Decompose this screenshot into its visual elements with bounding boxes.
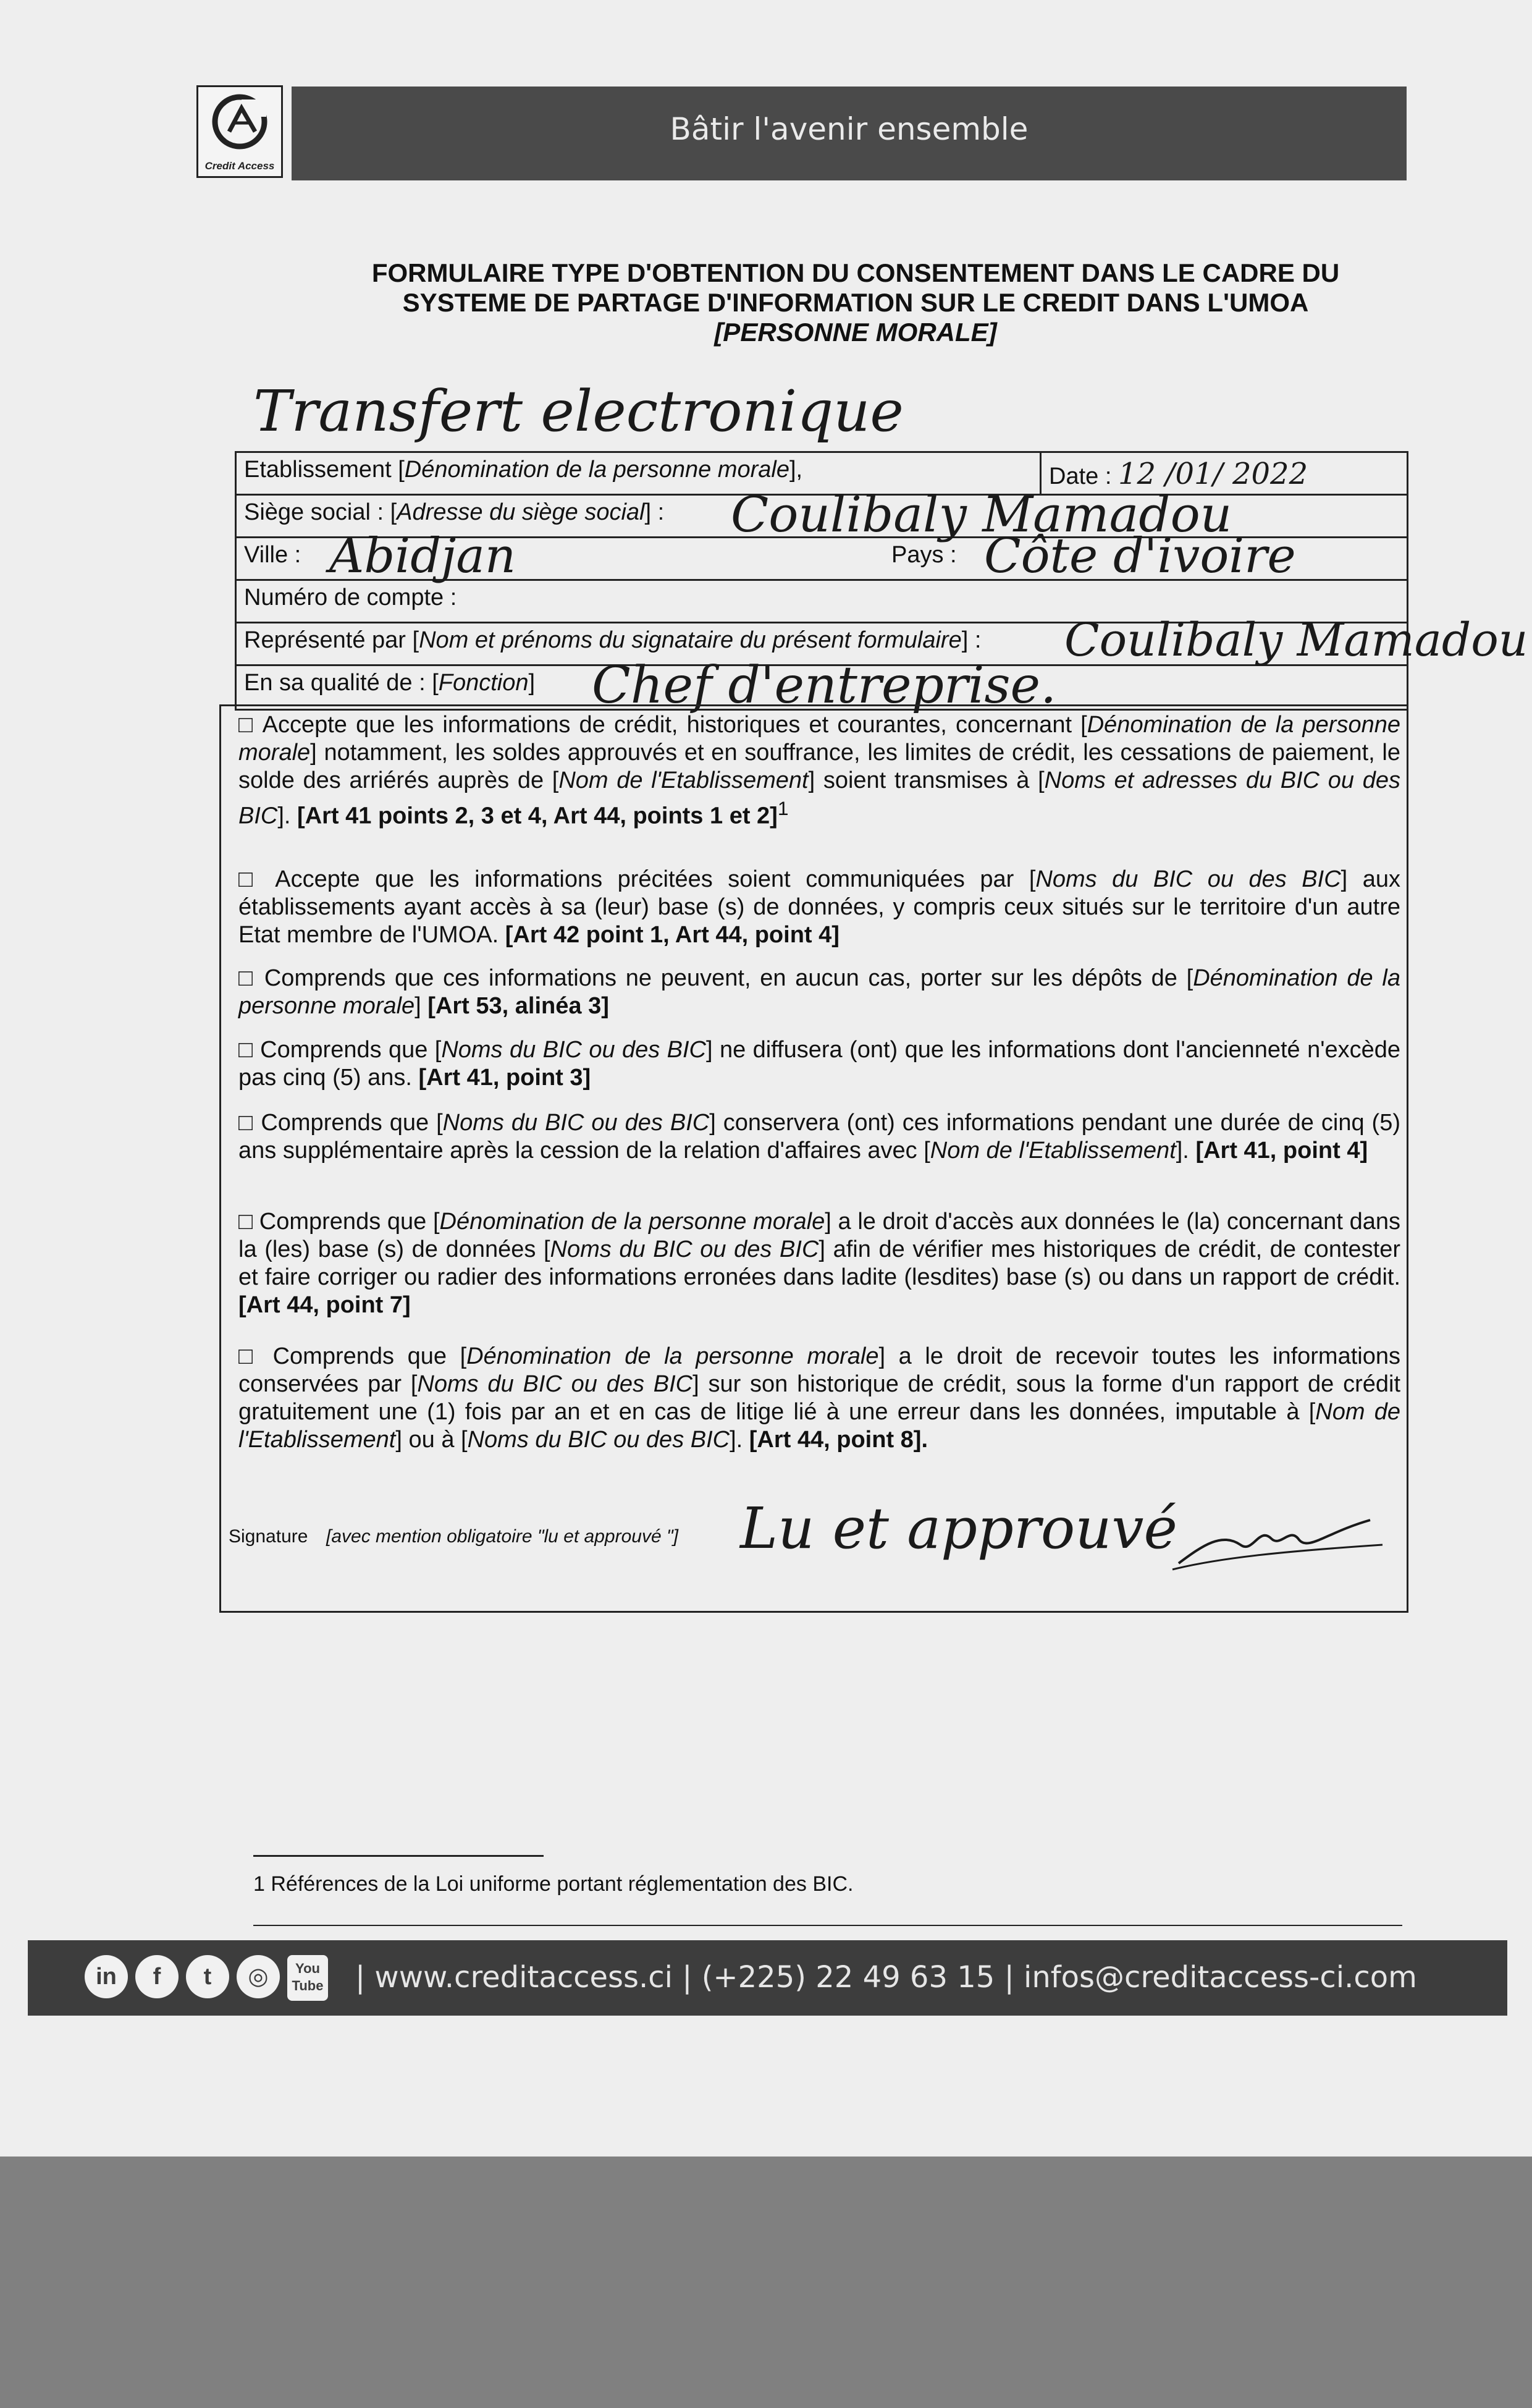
clause-3-text-c: ] (415, 993, 428, 1019)
clause-7-reference: [Art 44, point 8]. (749, 1427, 928, 1453)
youtube-icon-bottom: Tube (292, 1978, 324, 1993)
clause-7-text-d: Noms du BIC ou des BIC (417, 1371, 693, 1397)
clause-4-reference: [Art 41, point 3] (418, 1065, 591, 1091)
signature-handwritten-mention: Lu et approuvé (740, 1495, 1177, 1561)
handwritten-heading: Transfert electronique (253, 378, 904, 444)
identification-table (235, 451, 1528, 715)
clause-6-text-c: ] a le droit d'accès aux données le (la) concernant dans la (les) base (s) de données [ (238, 1209, 1400, 1262)
instagram-icon[interactable]: ◎ (237, 1955, 280, 1998)
clause-7-text-a: □ Comprends que [ (238, 1343, 467, 1369)
represente-value: Coulibaly Mamadou (1064, 614, 1528, 667)
date-value: 12 /01/ 2022 (1117, 457, 1308, 491)
ville-label: Ville : (244, 542, 301, 568)
clause-7 (238, 1343, 1400, 1454)
represente-label-end: ] : (961, 627, 982, 653)
signature-mention: [avec mention obligatoire "lu et approuvé "] (326, 1526, 678, 1547)
siege-value: Coulibaly Mamadou (731, 486, 1232, 543)
siege-label: Siège social : [ (244, 499, 397, 525)
clause-6-text-b: Dénomination de la personne morale (439, 1209, 825, 1235)
clause-5-reference: [Art 41, point 4] (1195, 1138, 1368, 1164)
clause-2-text-a: □ Accepte que les informations précitées soient communiquées par [ (238, 866, 1036, 892)
ville-value: Abidjan (329, 528, 516, 584)
footer-contact: | www.creditaccess.ci | (+225) 22 49 63 15 | infos@creditaccess-ci.com (355, 1960, 1417, 1995)
clause-1-text-d: Nom de l'Etablissement (558, 767, 809, 793)
clause-7-text-f: Nom de l'Etablissement (238, 1399, 1400, 1453)
clause-1-text-e: ] soient transmises à [ (808, 767, 1045, 793)
logo-mark-icon (198, 87, 281, 156)
pays-value: Côte d'ivoire (984, 528, 1296, 584)
clause-1-text-g: ]. (277, 803, 298, 829)
clause-2-text-c: ] aux établissements ayant accès à sa (leur) base (s) de données, y compris ceux situés sur le territoire d'un autre Etat membre de l'UMOA. (238, 866, 1400, 948)
clause-3-text-b: Dénomination de la personne morale (238, 965, 1400, 1019)
footnote-separator (253, 1855, 544, 1857)
clause-1-reference: [Art 41 points 2, 3 et 4, Art 44, points 1 et 2] (297, 803, 778, 829)
clause-6-text-a: □ Comprends que [ (238, 1209, 440, 1235)
clause-4-text-a: □ Comprends que [ (238, 1037, 442, 1063)
siege-placeholder: Adresse du siège social (397, 499, 645, 525)
row-ville (237, 528, 1407, 584)
qualite-label: En sa qualité de : [ (244, 670, 439, 696)
clause-1-text-c: ] notamment, les soldes approuvés et en souffrance, les limites de crédit, les cessations de paiement, le solde des arriérés auprès de [ (238, 740, 1400, 793)
clause-6 (238, 1208, 1400, 1319)
tagline: Bâtir l'avenir ensemble (670, 111, 1029, 147)
clause-7-text-b: Dénomination de la personne morale (466, 1343, 879, 1369)
clause-5-text-c: ] conservera (ont) ces informations pendant une durée de cinq (5) ans supplémentaire après la cession de la relation d'affaires avec [ (238, 1110, 1401, 1164)
clause-2-text-b: Noms du BIC ou des BIC (1035, 866, 1341, 892)
clause-7-text-h: Noms du BIC ou des BIC (467, 1427, 730, 1453)
title-line-1: FORMULAIRE TYPE D'OBTENTION DU CONSENTEMENT DANS LE CADRE DU (371, 258, 1340, 287)
facebook-icon[interactable]: f (135, 1955, 179, 1998)
clause-1-text-b: Dénomination de la personne morale (238, 712, 1400, 766)
clause-6-reference: [Art 44, point 7] (238, 1292, 411, 1318)
clause-4-text-c: ] ne diffusera (ont) que les informations dont l'ancienneté n'excède pas cinq (5) ans. (238, 1037, 1400, 1091)
qualite-value: Chef d'entreprise. (592, 656, 1057, 715)
clause-1-text-a: □ Accepte que les informations de crédit, historiques et courantes, concernant [ (238, 712, 1087, 738)
clause-7-text-i: ]. (730, 1427, 749, 1453)
row-qualite (237, 656, 1407, 715)
clause-5-text-e: ]. (1176, 1138, 1196, 1164)
qualite-placeholder: Fonction (438, 670, 529, 696)
date-label: Date : (1049, 463, 1118, 489)
etablissement-placeholder: Dénomination de la personne morale (404, 457, 789, 483)
clause-7-text-c: ] a le droit de recevoir toutes les informations conservées par [ (238, 1343, 1400, 1397)
footnote: 1 Références de la Loi uniforme portant réglementation des BIC. (253, 1872, 854, 1896)
clause-3-text-a: □ Comprends que ces informations ne peuvent, en aucun cas, porter sur les dépôts de [ (238, 965, 1193, 991)
linkedin-icon[interactable]: in (85, 1955, 128, 1998)
clause-2 (238, 866, 1400, 949)
clause-4 (238, 1036, 1400, 1092)
youtube-icon-top: You (295, 1961, 320, 1976)
clause-2-reference: [Art 42 point 1, Art 44, point 4] (505, 922, 840, 948)
signature-scribble-icon (1166, 1508, 1389, 1576)
clause-3 (238, 965, 1400, 1020)
clause-5-text-b: Noms du BIC ou des BIC (442, 1110, 710, 1136)
etablissement-label: Etablissement [ (244, 457, 405, 483)
represente-label: Représenté par [ (244, 627, 419, 653)
youtube-icon[interactable] (287, 1955, 328, 2001)
represente-placeholder: Nom et prénoms du signataire du présent formulaire (419, 627, 962, 653)
title-line-3: [PERSONNE MORALE] (714, 318, 997, 347)
clause-1-footnote-mark: 1 (777, 797, 789, 819)
etablissement-label-end: ], (789, 457, 803, 483)
clause-6-text-e: ] afin de vérifier mes historiques de crédit, de contester et faire corriger ou radier des informations erronées dans ladite (lesdites) base (s) ou dans un rapport de crédit. (238, 1236, 1400, 1290)
social-icons (85, 1955, 328, 2001)
pays-label: Pays : (891, 542, 957, 568)
clause-5-text-d: Nom de l'Etablissement (930, 1138, 1176, 1164)
signature-box (219, 1471, 1408, 1613)
credit-access-logo (196, 85, 283, 178)
twitter-icon[interactable]: t (186, 1955, 229, 1998)
clause-4-text-b: Noms du BIC ou des BIC (441, 1037, 706, 1063)
clause-1 (238, 711, 1400, 830)
siege-label-end: ] : (644, 499, 665, 525)
qualite-label-end: ] (528, 670, 536, 696)
bottom-rule (253, 1925, 1402, 1926)
clause-6-text-d: Noms du BIC ou des BIC (550, 1236, 819, 1262)
clause-5-text-a: □ Comprends que [ (238, 1110, 443, 1136)
clause-1-text-f: Noms et adresses du BIC ou des BIC (238, 767, 1401, 829)
clause-5 (238, 1109, 1400, 1165)
logo-text: Credit Access (204, 160, 275, 172)
footer-banner (28, 1940, 1507, 2016)
clause-3-reference: [Art 53, alinéa 3] (427, 993, 609, 1019)
compte-label: Numéro de compte : (244, 585, 457, 610)
header-banner (292, 87, 1407, 180)
clause-7-text-g: ] ou à [ (395, 1427, 468, 1453)
title-line-2: SYSTEME DE PARTAGE D'INFORMATION SUR LE CREDIT DANS L'UMOA (402, 288, 1309, 317)
clause-7-text-e: ] sur son historique de crédit, sous la forme d'un rapport de crédit gratuitement une (1) fois par an et en cas de litige lié à une erreur dans les données, imputable à [ (238, 1371, 1401, 1425)
signature-label: Signature (229, 1526, 308, 1547)
